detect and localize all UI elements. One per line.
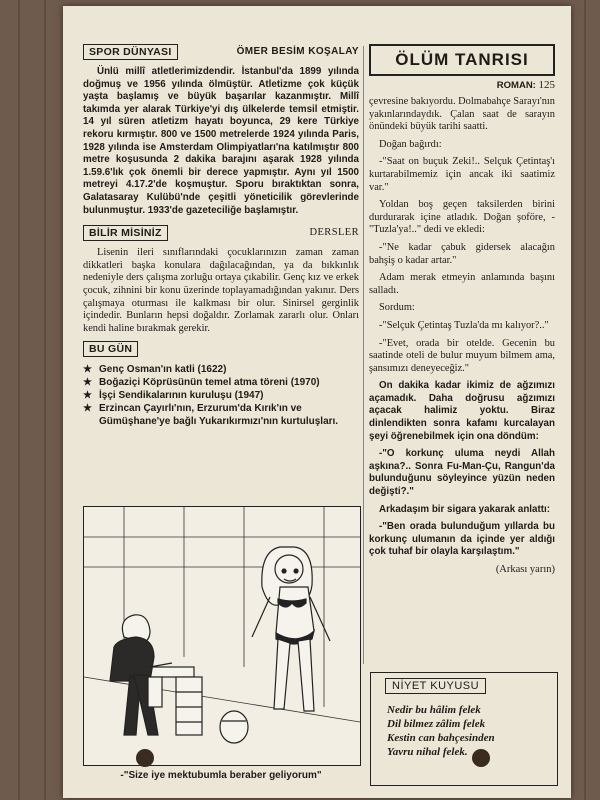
star-icon: ★	[83, 390, 92, 402]
serial-number	[369, 79, 555, 91]
spor-paragraph: Ünlü millî atletlerimizdendir. İstanbul'da 1899 yılında doğmuş ve 1956 yılında ölmüştür. Atletizme çok küçük yaşta başlamış ve büyük başarılar kazanmıştır. Millî takımda yer alarak Türkiye'yi dış ülkelerde temsil etmiştir. 14 yıl süren atletizm hayatı boyunca, 29 kere Türkiye rekoru kırmıştır. 800 ve 1500 metrelerde 1924 yılında Paris, 1928 yılında ise Amsterdam Olimpiyatları'na katılmıştır 800 metre koşusunda 2 dakika barajını aşarak 1928 yılında 1.59.6'lık çok önemli bir derece yapmıştır. Aynı yıl 1500 metreyi 4.17.2'de koşmuştur. Sporu bıraktıktan sonra, Galatasaray Kulübü'nde çeşitli yöneticilik görevlerinde bulunmuştur. 1933'de gazeteciliğe başlamıştır.	[83, 66, 359, 216]
roman-number: 125	[538, 79, 555, 91]
column-divider	[363, 46, 364, 664]
cartoon-caption: -"Size iye mektubumla beraber geliyorum"	[120, 770, 322, 781]
event-list	[83, 363, 359, 428]
event-item: ★ Genç Osman'ın katli (1622)	[83, 364, 227, 376]
niyet-kuyusu-tag: NİYET KUYUSU	[385, 678, 486, 694]
punch-hole	[472, 749, 490, 767]
story-paragraph: -"Evet, orada bir otelde. Gecenin bu saatinde oteli de bulur muyum bilmem ama, şansımızı deneyeceğiz."	[369, 337, 555, 374]
story-title: ÖLÜM TANRISI	[369, 44, 555, 76]
story-paragraph: -"Saat on buçuk Zeki!.. Selçuk Çetintaş'ı kurtarabilmemiz için ancak iki saatimiz var."	[369, 156, 555, 193]
star-icon: ★	[83, 403, 92, 415]
poem	[387, 703, 551, 759]
story-paragraph: Sordum:	[379, 302, 415, 314]
story-paragraph: -"Ne kadar çabuk gidersek alacağın bahşiş o kadar artar."	[369, 241, 555, 266]
punch-hole	[136, 749, 154, 767]
cartoon-drawing	[84, 507, 360, 765]
poem-line: Kestin can bahçesinden	[387, 732, 495, 744]
bilir-topic: DERSLER	[309, 227, 359, 239]
story-paragraph: Doğan bağırdı:	[379, 138, 442, 150]
right-column	[369, 44, 555, 575]
spor-author: ÖMER BESİM KOŞALAY	[236, 46, 359, 57]
poem-line: Dil bilmez zâlim felek	[387, 718, 486, 730]
bilir-section	[83, 225, 359, 335]
spor-dunyasi-tag: SPOR DÜNYASI	[83, 44, 178, 60]
poem-line: Nedir bu hâlim felek	[387, 704, 481, 716]
left-column	[83, 44, 359, 434]
story-paragraph: Yoldan boş geçen taksilerden birini durdurarak içine atladık. Doğan şoföre, -"Tuzla'ya!.." dedi ve ekledi:	[369, 199, 555, 236]
story-paragraph: -"O korkunç uluma neydi Allah aşkına?.. Sonra Fu-Man-Çu, Rangun'da bulunduğunu söyleyince yüzün neden değişti?."	[369, 448, 555, 498]
cartoon-illustration	[83, 506, 361, 766]
star-icon: ★	[83, 377, 92, 389]
niyet-kuyusu-box	[370, 672, 558, 786]
story-paragraph: On dakika kadar ikimiz de ağzımızı açamadık. Daha doğrusu ağzımızı açacak halimiz yoktu. Biraz dinlendikten sonra kafamı kurcalayan şeyi öğrenebilmek için ona döndüm:	[369, 380, 555, 442]
story-paragraph: -"Selçuk Çetintaş Tuzla'da mı kalıyor?.."	[379, 319, 549, 331]
bugun-section	[83, 341, 359, 428]
story-paragraph: çevresine bakıyordu. Dolmabahçe Sarayı'nın yakınlarındaydık. Çalan saat de sarayın önündeki büyük tarihi saatti.	[369, 96, 555, 133]
story-paragraph: -"Ben orada bulunduğum yıllarda bu korkunç ulumanın da içinde yer aldığı çok tuhaf bir olayla karşılaştım."	[369, 521, 555, 558]
story-paragraph: Arkadaşım bir sigara yakarak anlattı:	[379, 503, 550, 515]
bilir-misiniz-tag: BİLİR MİSİNİZ	[83, 225, 168, 241]
story-paragraph: Adam merak etmeyin anlamında başını salladı.	[369, 272, 555, 296]
story-text	[369, 96, 555, 559]
event-item: ★ Boğaziçi Köprüsünün temel atma töreni (1970)	[83, 377, 320, 389]
spor-section	[83, 44, 359, 217]
bilir-paragraph: Lisenin ileri sınıflarındaki çocuklarınızın zaman zaman dikkatleri başka konulara dağılacağından, ya da bıkkınlık nedeniyle ders çalışma zorluğu ortaya çıkabilir. Genç kız ve erkek çocuk, zihnini bir konu üzerinde toplayamadığından yakınır. Ders çalışmaya oturması ile kalkması bir olur. Sinirsel gerginlik içindedir. Bunların hepsi doğaldır. Zorlamak zararlı olur. Onları kendi haline bırakmak gerekir.	[83, 247, 359, 334]
event-item: ★ Erzincan Çayırlı'nın, Erzurum'da Kırık'ın ve Gümüşhane'ye bağlı Yukarıkırmızı'nın kurtuluşları.	[83, 403, 339, 428]
poem-line: Yavru nihal felek.	[387, 746, 468, 758]
event-item: ★ İşçi Sendikalarının kuruluşu (1947)	[83, 390, 264, 402]
newspaper-clipping	[63, 6, 571, 798]
roman-label: ROMAN:	[496, 80, 536, 91]
star-icon: ★	[83, 364, 92, 376]
bu-gun-tag: BU GÜN	[83, 341, 138, 357]
continued-note: (Arkası yarın)	[495, 564, 555, 575]
